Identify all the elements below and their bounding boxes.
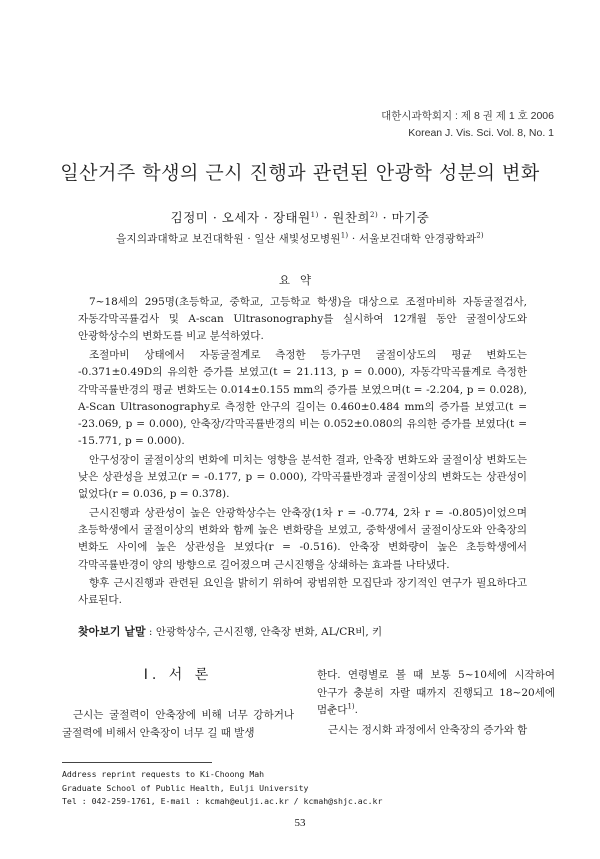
footnote-line: Tel : 042-259-1761, E-mail : kcmah@eulji.ac.kr / kcmah@shjc.ac.kr [62, 796, 383, 806]
author-5: 마기중 [391, 210, 430, 225]
abstract-paragraph: 향후 근시진행과 관련된 요인을 밝히기 위하여 광범위한 모집단과 장기적인 연구가 필요하다고 사료된다. [78, 577, 527, 607]
abstract-body [78, 294, 527, 611]
footnote-divider [62, 762, 212, 763]
author-separator: · [318, 210, 333, 225]
body-text: 한다. 연령별로 볼 때 보통 5∼10세에 시작하여 안구가 충분히 자랄 때까지 진행되고 18∼20세에 멈춘다 [317, 669, 555, 716]
journal-citation-korean: 대한시과학회지 : 제 8 권 제 1 호 2006 [381, 110, 554, 122]
journal-citation [381, 108, 554, 142]
section-heading-introduction: I. 서 론 [143, 667, 213, 683]
abstract-paragraph: 조절마비 상태에서 자동굴절계로 측정한 등가구면 굴절이상도의 평균 변화도는 -0.371±0.49D의 유의한 증가를 보였고(t = 21.113, p = 0.000), 자동각막곡률계로 측정한 각막곡률반경의 평균 변화도는 0.014±0.155 mm의 증가를 보였으며(t = -2.204, p = 0.028), A-Scan Ultrasonography로 측정한 안구의 길이는 0.460±0.484 mm의 증가를 보였고(t = -23.069, p = 0.000), 안축장/각막곡률반경의 비는 0.052±0.080의 유의한 증가를 보였다(t = -15.771, p = 0.000). [78, 349, 527, 448]
body-paragraph: 근시는 굴절력이 안축장에 비해 너무 강하거나 굴절력에 비해서 안축장이 너무 길 때 발생 [62, 709, 294, 739]
author-3: 장태원 [272, 210, 311, 225]
abstract-paragraph: 안구성장이 굴절이상의 변화에 미치는 영향을 분석한 결과, 안축장 변화도와 굴절이상 변화도는 낮은 상관성을 보였고(r = -0.177, p = 0.000), 각막곡률반경과 굴절이상의 변화도는 상관성이 없었다(r = 0.036, p = 0.378). [78, 453, 527, 501]
keywords-label: 찾아보기 낱말 [78, 625, 146, 638]
affiliation-1: 을지의과대학교 보건대학원 [116, 233, 244, 245]
affiliation-list [0, 231, 600, 246]
abstract-heading: 요약 [278, 273, 322, 287]
abstract-paragraph: 7∼18세의 295명(초등학교, 중학교, 고등학교 학생)을 대상으로 조절마비하 자동굴절검사, 자동각막곡률검사 및 A-scan Ultrasonography를 실시하여 12개월 동안 굴절이상도와 안광학상수의 변화도를 비교 분석하였다. [78, 296, 527, 343]
body-text-end: . [354, 704, 358, 716]
page-number: 53 [294, 817, 306, 829]
left-column [62, 667, 294, 742]
affiliation-2-mark: 1) [340, 231, 349, 240]
author-4: 원찬희 [332, 210, 371, 225]
keywords-line [78, 623, 538, 639]
author-2: 오세자 [221, 210, 260, 225]
affiliation-3-mark: 2) [476, 231, 484, 240]
right-column [317, 667, 555, 739]
author-1: 김정미 [170, 210, 209, 225]
correspondence-footnote [62, 768, 382, 809]
journal-citation-english: Korean J. Vis. Sci. Vol. 8, No. 1 [408, 127, 554, 139]
footnote-line: Graduate School of Public Health, Eulji University [62, 782, 309, 793]
keywords-text: 안광학상수, 근시진행, 안축장 변화, AL/CR비, 키 [155, 626, 383, 638]
author-3-affiliation-mark: 1) [310, 210, 319, 219]
author-4-affiliation-mark: 2) [370, 210, 379, 219]
author-list [0, 208, 600, 226]
footnote-line: Address reprint requests to Ki-Choong Mah [62, 769, 265, 779]
keywords-colon: : [145, 626, 156, 638]
affiliation-2: 일산 새빛성모병원 [254, 233, 341, 245]
body-paragraph: 근시는 정시화 과정에서 안축장의 증가와 함 [328, 723, 528, 736]
affiliation-separator: · [348, 233, 359, 245]
body-paragraph [317, 667, 555, 720]
citation-mark: 1) [347, 702, 355, 711]
affiliation-3: 서울보건대학 안경광학과 [358, 233, 477, 245]
author-separator: · [378, 210, 392, 225]
author-separator: · [259, 210, 273, 225]
affiliation-separator: · [243, 233, 255, 245]
paper-title: 일산거주 학생의 근시 진행과 관련된 안광학 성분의 변화 [60, 162, 540, 184]
abstract-paragraph: 근시진행과 상관성이 높은 안광학상수는 안축장(1차 r = -0.774, 2차 r = -0.805)이었으며 초등학생에서 굴절이상의 변화와 함께 높은 변화량을 보였고, 중학생에서 굴절이상도와 안축장의 변화도 사이에 높은 상관성을 보였다(r = -0.516). 안축장 변화량이 높은 초등학생에서 각막곡률반경이 양의 방향으로 길어졌으며 근시진행을 상쇄하는 효과를 나타냈다. [78, 506, 527, 571]
author-separator: · [208, 210, 222, 225]
